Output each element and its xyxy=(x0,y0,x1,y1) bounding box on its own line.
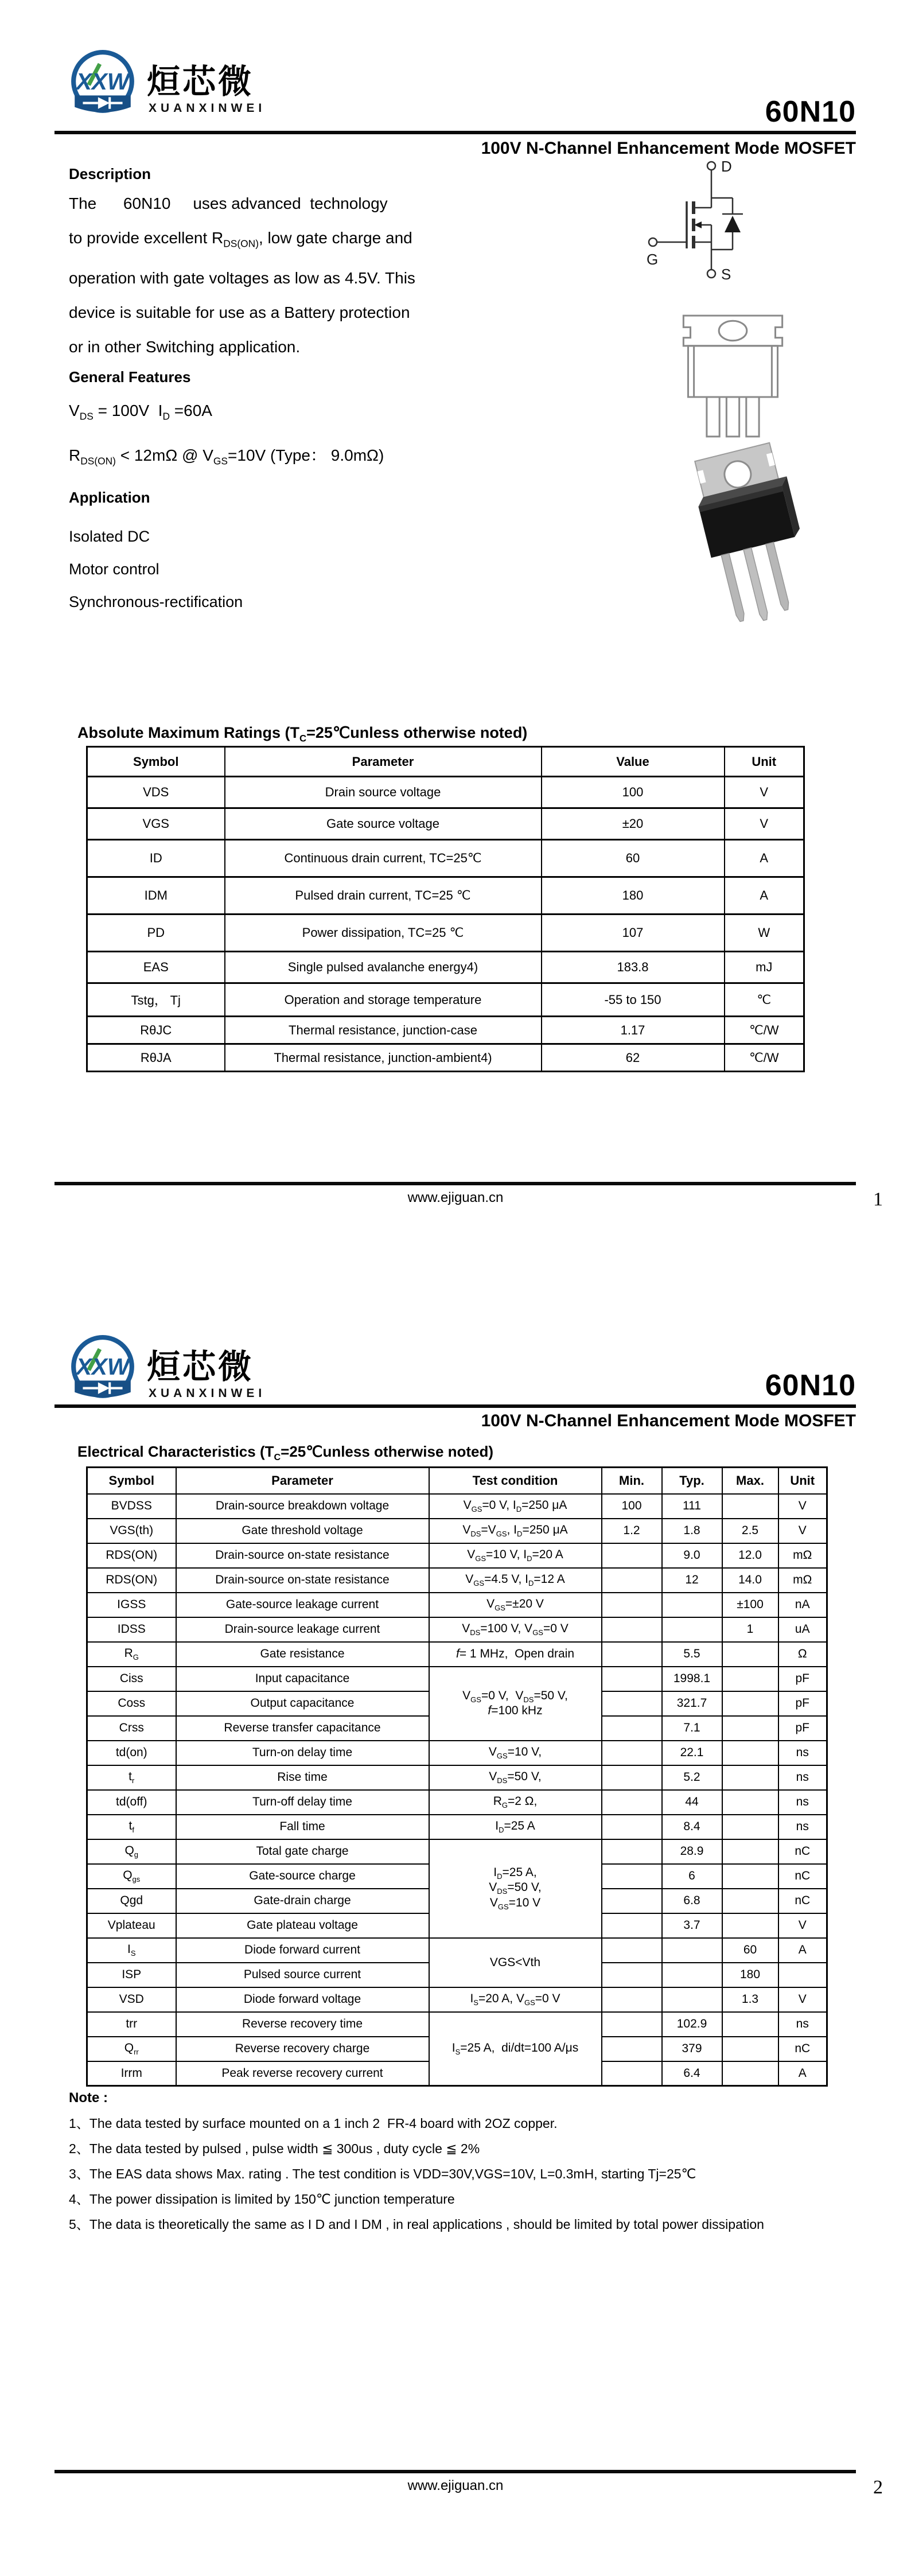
test-condition-cell: $R_G=2$ Ω, xyxy=(429,1790,602,1815)
table-row xyxy=(87,983,804,1017)
table-row xyxy=(87,777,804,808)
note-item: 4、The power dissipation is limited by 150℃ junction temperature xyxy=(69,2192,455,2207)
table-row xyxy=(87,840,804,877)
table-row xyxy=(87,1815,827,1839)
symbol-cell: EAS xyxy=(87,952,225,983)
unit-cell: mJ xyxy=(725,952,804,983)
value-cell: -55 to 150 xyxy=(542,983,725,1017)
typ-cell: 8.4 xyxy=(662,1815,722,1839)
table-row xyxy=(87,1593,827,1617)
page-number: 2 xyxy=(873,2477,883,2498)
unit-cell: ℃/W xyxy=(725,1044,804,1072)
min-cell xyxy=(602,2061,662,2086)
min-cell xyxy=(602,1889,662,1913)
max-cell xyxy=(722,1494,778,1519)
application-item: Isolated DC xyxy=(69,528,150,545)
max-cell xyxy=(722,1691,778,1716)
max-cell xyxy=(722,1815,778,1839)
symbol-cell: $Q_{gs}$ xyxy=(87,1864,176,1889)
test-condition-cell: $V_{DS}=50$ V, xyxy=(429,1765,602,1790)
symbol-cell: RθJA xyxy=(87,1044,225,1072)
typ-cell xyxy=(662,1617,722,1642)
parameter-cell: Reverse recovery charge xyxy=(176,2037,429,2061)
min-cell xyxy=(602,1790,662,1815)
col-header-max: Max. xyxy=(722,1468,778,1494)
footer-rule xyxy=(54,2470,856,2473)
brand-name-en: XUANXINWEI xyxy=(149,1387,266,1400)
symbol-cell: $t_r$ xyxy=(87,1765,176,1790)
value-cell: 180 xyxy=(542,877,725,915)
test-condition-cell: $V_{GS}=10$ V, $I_D=20$ A xyxy=(429,1543,602,1568)
page-subtitle: 100V N-Channel Enhancement Mode MOSFET xyxy=(481,1411,856,1430)
test-condition-cell: $V_{GS}=0$ V, $V_{DS}=50$ V, f=100 kHz xyxy=(429,1667,602,1741)
feature-line: $R_{DS(ON)} < 12m\Omega$ @ $V_{GS}=10V$ (Type： 9.0mΩ) xyxy=(69,446,384,467)
abs-max-ratings-heading: Absolute Maximum Ratings ($T_C=25℃unless$ otherwise noted) xyxy=(77,724,528,744)
symbol-cell: $R_G$ xyxy=(87,1642,176,1667)
table-row xyxy=(87,915,804,952)
parameter-cell: Input capacitance xyxy=(176,1667,429,1691)
typ-cell: 44 xyxy=(662,1790,722,1815)
typ-cell: 7.1 xyxy=(662,1716,722,1741)
value-cell: 107 xyxy=(542,915,725,952)
parameter-cell: Fall time xyxy=(176,1815,429,1839)
max-cell xyxy=(722,1839,778,1864)
test-condition-cell: f= 1 MHz, Open drain xyxy=(429,1642,602,1667)
test-condition-cell: $V_{GS}=\pm 20$ V xyxy=(429,1593,602,1617)
parameter-cell: Pulsed source current xyxy=(176,1963,429,1987)
parameter-cell: Drain-source breakdown voltage xyxy=(176,1494,429,1519)
parameter-cell: Pulsed drain current, TC=25 ℃ xyxy=(225,877,542,915)
typ-cell xyxy=(662,1987,722,2012)
table-row xyxy=(87,1765,827,1790)
max-cell xyxy=(722,1913,778,1938)
table-row xyxy=(87,877,804,915)
description-line: to provide excellent $R_{DS(ON)}$, low gate charge and xyxy=(69,229,412,250)
col-header-unit: Unit xyxy=(725,747,804,777)
test-condition-cell: $I_S=25$ A, di/dt=100 A/μs xyxy=(429,2012,602,2086)
table-row xyxy=(87,1617,827,1642)
min-cell xyxy=(602,1617,662,1642)
parameter-cell: Reverse recovery time xyxy=(176,2012,429,2037)
value-cell: ±20 xyxy=(542,808,725,840)
parameter-cell: Gate threshold voltage xyxy=(176,1519,429,1543)
symbol-cell: Qgd xyxy=(87,1889,176,1913)
typ-cell: 9.0 xyxy=(662,1543,722,1568)
svg-text:D: D xyxy=(721,158,732,175)
unit-cell: nA xyxy=(778,1593,827,1617)
symbol-cell: BVDSS xyxy=(87,1494,176,1519)
note-item: 5、The data is theoretically the same as I D and I DM , in real applications , should be limited by total power dissipation xyxy=(69,2217,764,2232)
parameter-cell: Gate resistance xyxy=(176,1642,429,1667)
test-condition-cell: $V_{DS}=V_{GS}$, $I_D=250$ μA xyxy=(429,1519,602,1543)
parameter-cell: Drain source voltage xyxy=(225,777,542,808)
typ-cell: 3.7 xyxy=(662,1913,722,1938)
symbol-cell: IDM xyxy=(87,877,225,915)
unit-cell: A xyxy=(725,840,804,877)
value-cell: 62 xyxy=(542,1044,725,1072)
features-heading: General Features xyxy=(69,368,191,386)
parameter-cell: Reverse transfer capacitance xyxy=(176,1716,429,1741)
value-cell: 100 xyxy=(542,777,725,808)
symbol-cell: RθJC xyxy=(87,1017,225,1044)
typ-cell: 102.9 xyxy=(662,2012,722,2037)
page-title-part-number: 60N10 xyxy=(765,1369,856,1402)
symbol-cell: IDSS xyxy=(87,1617,176,1642)
symbol-cell: trr xyxy=(87,2012,176,2037)
min-cell xyxy=(602,1963,662,1987)
unit-cell: A xyxy=(778,1938,827,1963)
parameter-cell: Gate source voltage xyxy=(225,808,542,840)
table-row xyxy=(87,1987,827,2012)
symbol-cell: Irrm xyxy=(87,2061,176,2086)
parameter-cell: Drain-source on-state resistance xyxy=(176,1568,429,1593)
application-item: Motor control xyxy=(69,561,159,578)
notes-heading: Note : xyxy=(69,2090,108,2106)
unit-cell: V xyxy=(725,777,804,808)
symbol-cell: ID xyxy=(87,840,225,877)
parameter-cell: Operation and storage temperature xyxy=(225,983,542,1017)
parameter-cell: Continuous drain current, TC=25℃ xyxy=(225,840,542,877)
test-condition-cell: $V_{GS}=0$ V, $I_D=250$ μA xyxy=(429,1494,602,1519)
table-row xyxy=(87,1938,827,1963)
svg-text:G: G xyxy=(647,251,659,268)
unit-cell: ns xyxy=(778,1741,827,1765)
note-item: 3、The EAS data shows Max. rating . The test condition is VDD=30V,VGS=10V, L=0.3mH, starting Tj=25℃ xyxy=(69,2166,696,2181)
col-header-typ: Typ. xyxy=(662,1468,722,1494)
typ-cell: 12 xyxy=(662,1568,722,1593)
min-cell xyxy=(602,1864,662,1889)
unit-cell: W xyxy=(725,915,804,952)
max-cell xyxy=(722,1642,778,1667)
col-header-symbol: Symbol xyxy=(87,747,225,777)
parameter-cell: Drain-source on-state resistance xyxy=(176,1543,429,1568)
min-cell xyxy=(602,1691,662,1716)
description-line: The 60N10 uses advanced technology xyxy=(69,194,388,212)
table-row xyxy=(87,1642,827,1667)
unit-cell: pF xyxy=(778,1667,827,1691)
unit-cell: mΩ xyxy=(778,1543,827,1568)
min-cell: 100 xyxy=(602,1494,662,1519)
parameter-cell: Thermal resistance, junction-ambient4) xyxy=(225,1044,542,1072)
unit-cell: nC xyxy=(778,1864,827,1889)
unit-cell: mΩ xyxy=(778,1568,827,1593)
min-cell: 1.2 xyxy=(602,1519,662,1543)
symbol-cell: $Q_{rr}$ xyxy=(87,2037,176,2061)
description-heading: Description xyxy=(69,165,151,182)
symbol-cell: Crss xyxy=(87,1716,176,1741)
min-cell xyxy=(602,1815,662,1839)
min-cell xyxy=(602,1667,662,1691)
description-line: device is suitable for use as a Battery protection xyxy=(69,303,410,321)
min-cell xyxy=(602,1839,662,1864)
parameter-cell: Gate-source charge xyxy=(176,1864,429,1889)
symbol-cell: $Q_g$ xyxy=(87,1839,176,1864)
typ-cell: 5.5 xyxy=(662,1642,722,1667)
table-row xyxy=(87,952,804,983)
application-heading: Application xyxy=(69,489,150,506)
unit-cell: ns xyxy=(778,1790,827,1815)
parameter-cell: Peak reverse recovery current xyxy=(176,2061,429,2086)
symbol-cell: Coss xyxy=(87,1691,176,1716)
value-cell: 183.8 xyxy=(542,952,725,983)
col-header-parameter: Parameter xyxy=(225,747,542,777)
max-cell xyxy=(722,1790,778,1815)
unit-cell: nC xyxy=(778,1839,827,1864)
symbol-cell: ISP xyxy=(87,1963,176,1987)
max-cell xyxy=(722,2037,778,2061)
unit-cell: ℃ xyxy=(725,983,804,1017)
typ-cell: 6.8 xyxy=(662,1889,722,1913)
min-cell xyxy=(602,1568,662,1593)
parameter-cell: Gate-drain charge xyxy=(176,1889,429,1913)
parameter-cell: Total gate charge xyxy=(176,1839,429,1864)
unit-cell: nC xyxy=(778,2037,827,2061)
brand-name-cn: 烜芯微 xyxy=(147,1348,254,1386)
parameter-cell: Gate plateau voltage xyxy=(176,1913,429,1938)
test-condition-cell: $I_D=25$ A xyxy=(429,1815,602,1839)
max-cell xyxy=(722,1864,778,1889)
max-cell: 180 xyxy=(722,1963,778,1987)
package-outline-drawing xyxy=(665,310,800,441)
table-row xyxy=(87,1017,804,1044)
brand-name-cn: 烜芯微 xyxy=(147,63,254,100)
unit-cell: ns xyxy=(778,1815,827,1839)
symbol-cell: $I_S$ xyxy=(87,1938,176,1963)
symbol-cell: Ciss xyxy=(87,1667,176,1691)
max-cell xyxy=(722,1765,778,1790)
col-header-value: Value xyxy=(542,747,725,777)
symbol-cell: VGS xyxy=(87,808,225,840)
unit-cell: A xyxy=(725,877,804,915)
typ-cell xyxy=(662,1593,722,1617)
parameter-cell: Turn-on delay time xyxy=(176,1741,429,1765)
unit-cell: nC xyxy=(778,1889,827,1913)
description-line: operation with gate voltages as low as 4.5V. This xyxy=(69,269,415,287)
typ-cell: 1998.1 xyxy=(662,1667,722,1691)
table-row xyxy=(87,1667,827,1691)
typ-cell: 1.8 xyxy=(662,1519,722,1543)
min-cell xyxy=(602,1543,662,1568)
footer-website: www.ejiguan.cn xyxy=(407,1190,504,1205)
svg-text:S: S xyxy=(721,266,731,283)
symbol-cell: IGSS xyxy=(87,1593,176,1617)
table-header-row xyxy=(87,747,804,777)
table-row xyxy=(87,1519,827,1543)
table-row xyxy=(87,1494,827,1519)
parameter-cell: Output capacitance xyxy=(176,1691,429,1716)
parameter-cell: Power dissipation, TC=25 ℃ xyxy=(225,915,542,952)
electrical-characteristics-table xyxy=(86,1466,828,2087)
header-rule xyxy=(54,131,856,134)
max-cell xyxy=(722,1716,778,1741)
unit-cell: pF xyxy=(778,1716,827,1741)
symbol-cell: VDS xyxy=(87,777,225,808)
symbol-cell: Vplateau xyxy=(87,1913,176,1938)
max-cell: ±100 xyxy=(722,1593,778,1617)
table-header-row xyxy=(87,1468,827,1494)
table-row xyxy=(87,1568,827,1593)
typ-cell: 28.9 xyxy=(662,1839,722,1864)
typ-cell: 6.4 xyxy=(662,2061,722,2086)
max-cell: 60 xyxy=(722,1938,778,1963)
unit-cell: V xyxy=(778,1987,827,2012)
footer-website: www.ejiguan.cn xyxy=(407,2478,504,2493)
page-title-part-number: 60N10 xyxy=(765,95,856,129)
parameter-cell: Single pulsed avalanche energy4) xyxy=(225,952,542,983)
symbol-cell: td(off) xyxy=(87,1790,176,1815)
description-line: or in other Switching application. xyxy=(69,337,301,356)
min-cell xyxy=(602,2012,662,2037)
symbol-cell: Tstg， Tj xyxy=(87,983,225,1017)
page-subtitle: 100V N-Channel Enhancement Mode MOSFET xyxy=(481,139,856,158)
svg-text:XXW: XXW xyxy=(76,68,130,95)
max-cell xyxy=(722,2061,778,2086)
parameter-cell: Gate-source leakage current xyxy=(176,1593,429,1617)
typ-cell: 22.1 xyxy=(662,1741,722,1765)
typ-cell: 321.7 xyxy=(662,1691,722,1716)
test-condition-cell: $V_{DS}=100$ V, $V_{GS}=0$ V xyxy=(429,1617,602,1642)
col-header-test-condition: Test condition xyxy=(429,1468,602,1494)
typ-cell: 5.2 xyxy=(662,1765,722,1790)
unit-cell: ns xyxy=(778,2012,827,2037)
symbol-cell: RDS(ON) xyxy=(87,1568,176,1593)
note-item: 2、The data tested by pulsed , pulse width ≦ 300us , duty cycle ≦ 2% xyxy=(69,2141,480,2156)
test-condition-cell: VGS<Vth xyxy=(429,1938,602,1987)
parameter-cell: Diode forward voltage xyxy=(176,1987,429,2012)
abs-max-ratings-table xyxy=(86,746,805,1072)
table-row xyxy=(87,1790,827,1815)
table-row xyxy=(87,2012,827,2037)
symbol-cell: VGS(th) xyxy=(87,1519,176,1543)
typ-cell xyxy=(662,1963,722,1987)
table-row xyxy=(87,1839,827,1864)
parameter-cell: Drain-source leakage current xyxy=(176,1617,429,1642)
value-cell: 60 xyxy=(542,840,725,877)
brand-name-en: XUANXINWEI xyxy=(149,102,266,115)
unit-cell: pF xyxy=(778,1691,827,1716)
unit-cell: uA xyxy=(778,1617,827,1642)
col-header-parameter: Parameter xyxy=(176,1468,429,1494)
table-row xyxy=(87,1741,827,1765)
max-cell: 1.3 xyxy=(722,1987,778,2012)
col-header-unit: Unit xyxy=(778,1468,827,1494)
unit-cell: ns xyxy=(778,1765,827,1790)
max-cell xyxy=(722,1667,778,1691)
min-cell xyxy=(602,1987,662,2012)
min-cell xyxy=(602,1741,662,1765)
typ-cell: 379 xyxy=(662,2037,722,2061)
min-cell xyxy=(602,1938,662,1963)
table-row xyxy=(87,808,804,840)
unit-cell: A xyxy=(778,2061,827,2086)
parameter-cell: Turn-off delay time xyxy=(176,1790,429,1815)
unit-cell: V xyxy=(725,808,804,840)
mosfet-symbol xyxy=(643,158,780,301)
unit-cell: V xyxy=(778,1519,827,1543)
symbol-cell: $t_f$ xyxy=(87,1815,176,1839)
max-cell xyxy=(722,2012,778,2037)
max-cell: 2.5 xyxy=(722,1519,778,1543)
datasheet-page-2 xyxy=(0,1288,911,2576)
unit-cell xyxy=(778,1963,827,1987)
footer-rule xyxy=(54,1182,856,1185)
electrical-characteristics-heading: Electrical Characteristics ($T_C=25℃unless$ otherwise noted) xyxy=(77,1443,494,1463)
min-cell xyxy=(602,1913,662,1938)
typ-cell: 111 xyxy=(662,1494,722,1519)
symbol-cell: PD xyxy=(87,915,225,952)
min-cell xyxy=(602,2037,662,2061)
parameter-cell: Thermal resistance, junction-case xyxy=(225,1017,542,1044)
test-condition-cell: $V_{GS}=10$ V, xyxy=(429,1741,602,1765)
test-condition-cell: $I_D=25$ A, $V_{DS}=50$ V, $V_{GS}=10$ V xyxy=(429,1839,602,1938)
unit-cell: Ω xyxy=(778,1642,827,1667)
symbol-cell: VSD xyxy=(87,1987,176,2012)
package-photo xyxy=(674,439,815,637)
unit-cell: V xyxy=(778,1494,827,1519)
col-header-symbol: Symbol xyxy=(87,1468,176,1494)
description-paragraph xyxy=(69,186,447,364)
unit-cell: V xyxy=(778,1913,827,1938)
min-cell xyxy=(602,1593,662,1617)
parameter-cell: Rise time xyxy=(176,1765,429,1790)
feature-line: $V_{DS} = 100V$ $I_D =60A$ xyxy=(69,402,212,422)
symbol-cell: td(on) xyxy=(87,1741,176,1765)
svg-text:XXW: XXW xyxy=(76,1353,130,1380)
symbol-cell: RDS(ON) xyxy=(87,1543,176,1568)
header-rule xyxy=(54,1404,856,1408)
col-header-min: Min. xyxy=(602,1468,662,1494)
max-cell xyxy=(722,1741,778,1765)
max-cell: 12.0 xyxy=(722,1543,778,1568)
min-cell xyxy=(602,1716,662,1741)
min-cell xyxy=(602,1642,662,1667)
value-cell: 1.17 xyxy=(542,1017,725,1044)
typ-cell: 6 xyxy=(662,1864,722,1889)
min-cell xyxy=(602,1765,662,1790)
typ-cell xyxy=(662,1938,722,1963)
max-cell: 1 xyxy=(722,1617,778,1642)
max-cell: 14.0 xyxy=(722,1568,778,1593)
page-number: 1 xyxy=(873,1189,883,1210)
test-condition-cell: $V_{GS}=4.5$ V, $I_D=12$ A xyxy=(429,1568,602,1593)
application-item: Synchronous-rectification xyxy=(69,593,243,610)
note-item: 1、The data tested by surface mounted on a 1 inch 2 FR-4 board with 2OZ copper. xyxy=(69,2116,558,2131)
table-row xyxy=(87,1543,827,1568)
max-cell xyxy=(722,1889,778,1913)
parameter-cell: Diode forward current xyxy=(176,1938,429,1963)
test-condition-cell: $I_S=20$ A, $V_{GS}=0$ V xyxy=(429,1987,602,2012)
table-row xyxy=(87,1044,804,1072)
unit-cell: ℃/W xyxy=(725,1017,804,1044)
